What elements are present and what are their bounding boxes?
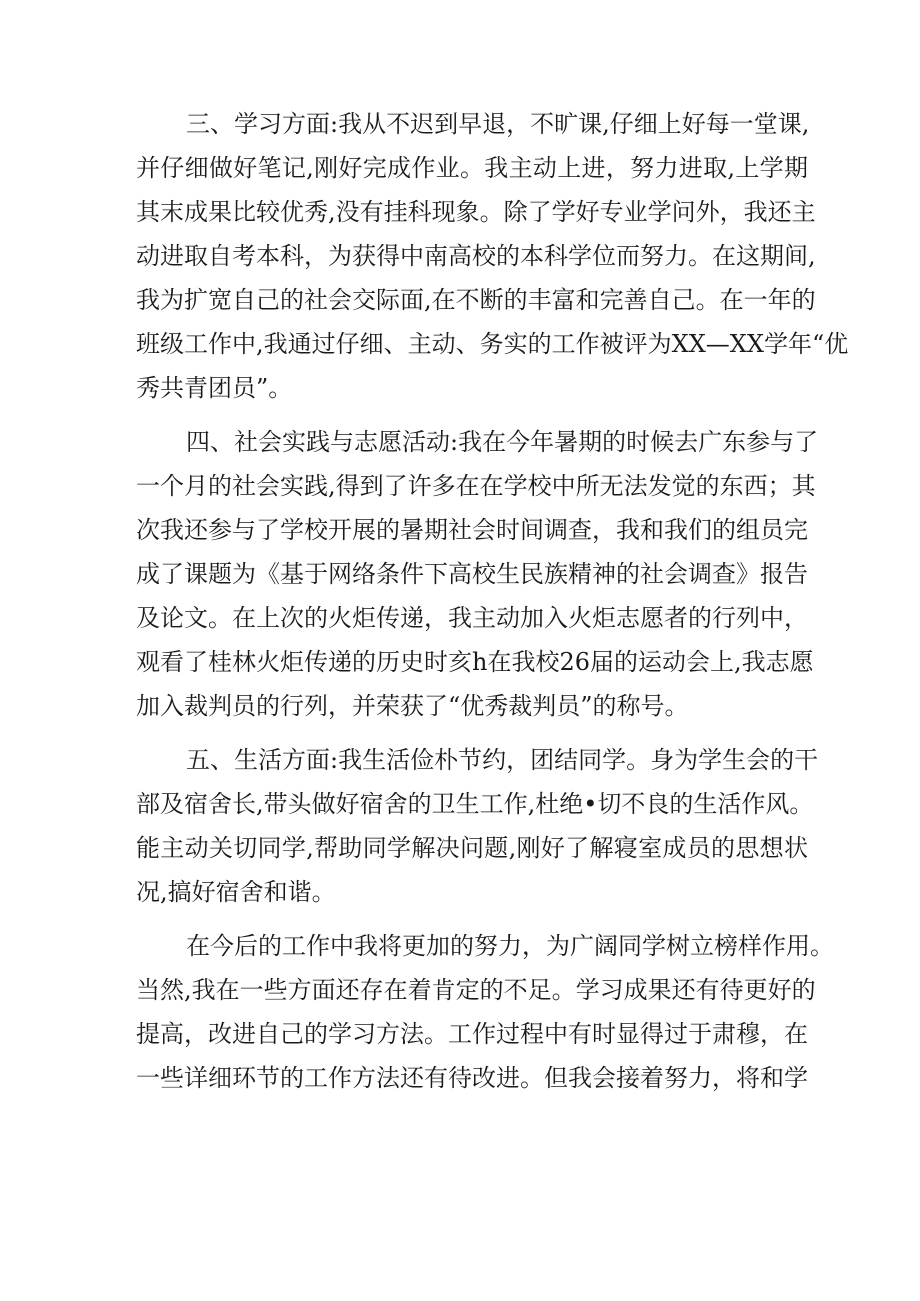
text-line: 五、生活方面:我生活俭朴节约，团结同学。身为学生会的干 [186, 746, 819, 774]
text-line: 秀共青团员”。 [136, 374, 293, 402]
text-line: 部及宿舍长,带头做好宿舍的卫生工作,杜绝•切不良的生活作风。 [136, 790, 814, 818]
text-line: 在今后的工作中我将更加的努力，为广阔同学树立榜样作用。 [186, 932, 834, 960]
text-line: 一些详细环节的工作方法还有待改进。但我会接着努力，将和学 [136, 1064, 808, 1092]
text-line: 当然,我在一些方面还存在着肯定的不足。学习成果还有待更好的 [136, 976, 816, 1004]
text-line: 动进取自考本科，为获得中南高校的本科学位而努力。在这期间, [136, 242, 816, 270]
text-line: 况,搞好宿舍和谐。 [136, 878, 336, 906]
document-body [136, 102, 849, 1110]
text-line: 加入裁判员的行列，并荣获了“优秀裁判员”的称号。 [136, 692, 689, 720]
text-line: 成了课题为《基于网络条件下高校生民族精神的社会调查》报告 [136, 560, 808, 588]
text-line: 观看了桂林火炬传递的历史时亥h在我校26届的运动会上,我志愿 [136, 648, 814, 676]
paragraph-life [136, 738, 819, 914]
text-line: 及论文。在上次的火炬传递，我主动加入火炬志愿者的行列中， [136, 604, 808, 632]
text-line: 一个月的社会实践,得到了许多在在学校中所无法发觉的东西；其 [136, 472, 816, 500]
text-line: 次我还参与了学校开展的暑期社会时间调查，我和我们的组员完 [136, 516, 808, 544]
paragraph-future [136, 924, 834, 1100]
text-line: 提高，改进自己的学习方法。工作过程中有时显得过于肃穆，在 [136, 1020, 808, 1048]
text-line: 并仔细做好笔记,刚好完成作业。我主动上进，努力进取,上学期 [136, 154, 808, 182]
text-line: 三、学习方面:我从不迟到早退，不旷课,仔细上好每一堂课, [186, 110, 810, 138]
text-line: 其末成果比较优秀,没有挂科现象。除了学好专业学问外，我还主 [136, 198, 816, 226]
text-line: 四、社会实践与志愿活动:我在今年暑期的时候去广东参与了 [186, 428, 819, 456]
text-line: 我为扩宽自己的社会交际面,在不断的丰富和完善自己。在一年的 [136, 286, 816, 314]
paragraph-social-practice [136, 420, 819, 728]
paragraph-study [136, 102, 849, 410]
text-line: 能主动关切同学,帮助同学解决问题,刚好了解寝室成员的思想状 [136, 834, 808, 862]
text-line: 班级工作中,我通过仔细、主动、务实的工作被评为XX—XX学年“优 [136, 330, 849, 358]
